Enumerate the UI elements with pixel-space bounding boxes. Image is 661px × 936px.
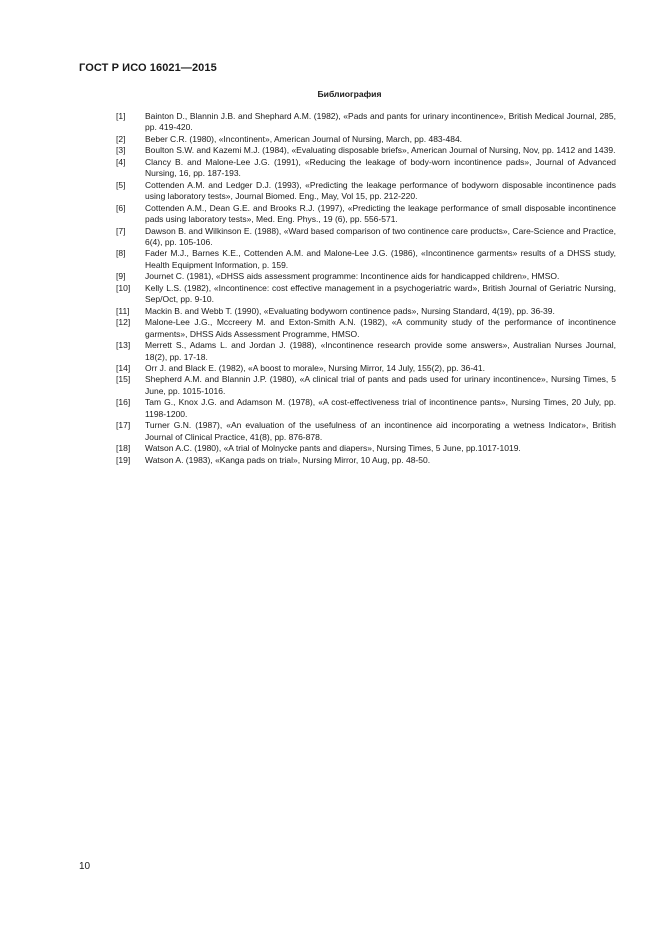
- reference-number: [12]: [116, 317, 131, 328]
- reference-text: Bainton D., Blannin J.B. and Shephard A.M. (1982), «Pads and pants for urinary incontinence», British Medical Journal, 285, pp. 419-420.: [145, 111, 616, 133]
- reference-text: Cottenden A.M., Dean G.E. and Brooks R.J. (1997), «Predicting the leakage performance of small disposable incontinence pads using laboratory tests», Med. Eng. Phys., 19 (6), pp. 556-571.: [145, 202, 616, 225]
- reference-number: [17]: [116, 420, 131, 431]
- reference-number: [15]: [116, 374, 131, 385]
- reference-number: [2]: [116, 133, 126, 144]
- bibliography-item: [116, 145, 616, 156]
- bibliography-item: [116, 271, 616, 282]
- reference-text: Watson A. (1983), «Kanga pads on trial», Nursing Mirror, 10 Aug, pp. 48-50.: [145, 454, 431, 465]
- reference-number: [18]: [116, 443, 131, 454]
- reference-number: [5]: [116, 179, 126, 190]
- bibliography-list: [116, 111, 616, 466]
- reference-text: Mackin B. and Webb T. (1990), «Evaluating bodyworn continence pads», Nursing Standard, 4(19), pp. 36-39.: [145, 305, 555, 316]
- bibliography-item: [116, 248, 616, 271]
- reference-number: [3]: [116, 145, 126, 156]
- reference-number: [9]: [116, 271, 126, 282]
- bibliography-item: [116, 134, 616, 145]
- bibliography-item: [116, 180, 616, 203]
- bibliography-item: [116, 397, 616, 420]
- reference-text: Beber C.R. (1980), «Incontinent», American Journal of Nursing, March, pp. 483-484.: [145, 133, 463, 144]
- reference-text: Watson A.C. (1980), «A trial of Molnycke pants and diapers», Nursing Times, 5 June, pp.1017-1019.: [145, 443, 521, 454]
- reference-number: [19]: [116, 454, 131, 465]
- bibliography-item: [116, 420, 616, 443]
- bibliography-item: [116, 157, 616, 180]
- bibliography-title: Библиография: [317, 89, 382, 99]
- reference-number: [16]: [116, 397, 131, 408]
- reference-text: Kelly L.S. (1982), «Incontinence: cost effective management in a psychogeriatric ward», British Journal of Geriatric Nursing, Sep/Oct, pp. 9-10.: [145, 282, 616, 305]
- reference-number: [11]: [116, 305, 130, 316]
- reference-number: [8]: [116, 248, 126, 259]
- reference-text: Cottenden A.M. and Ledger D.J. (1993), «Predicting the leakage performance of bodyworn disposable incontinence pads using laboratory tests», Journal Biomed. Eng., May, Vol 15, pp. 212-220.: [145, 179, 616, 202]
- bibliography-item: [116, 226, 616, 249]
- reference-text: Shepherd A.M. and Blannin J.P. (1980), «A clinical trial of pants and pads used for urinary incontinence», Nursing Times, 5 June, pp. 1015-1016.: [145, 374, 616, 396]
- reference-text: Orr J. and Black E. (1982), «A boost to morale», Nursing Mirror, 14 July, 155(2), pp. 36-41.: [145, 362, 485, 373]
- bibliography-item: [116, 317, 616, 340]
- reference-number: [14]: [116, 362, 131, 373]
- reference-number: [10]: [116, 282, 131, 293]
- bibliography-item: [116, 306, 616, 317]
- bibliography-item: [116, 111, 616, 134]
- reference-text: Turner G.N. (1987), «An evaluation of the usefulness of an incontinence aid incorporating a wetness Indicator», British Journal of Clinical Practice, 41(8), pp. 876-878.: [145, 420, 616, 442]
- bibliography-item: [116, 374, 616, 397]
- document-header: ГОСТ Р ИСО 16021—2015: [79, 62, 217, 74]
- reference-text: Clancy B. and Malone-Lee J.G. (1991), «Reducing the leakage of body-worn incontinence pads», Journal of Advanced Nursing, 16, pp. 187-193.: [145, 156, 616, 179]
- reference-number: [6]: [116, 202, 126, 213]
- bibliography-item: [116, 363, 616, 374]
- reference-text: Journet C. (1981), «DHSS aids assessment programme: Incontinence aids for handicapped children», HMSO.: [145, 271, 560, 282]
- bibliography-item: [116, 455, 616, 466]
- reference-number: [1]: [116, 111, 126, 121]
- bibliography-item: [116, 340, 616, 363]
- reference-text: Tam G., Knox J.G. and Adamson M. (1978), «A cost-effectiveness trial of incontinence pants», Nursing Times, 20 July, pp. 1198-1200.: [145, 397, 616, 419]
- page-number: 10: [79, 861, 91, 872]
- reference-number: [13]: [116, 340, 131, 351]
- bibliography-item: [116, 443, 616, 454]
- reference-number: [7]: [116, 225, 126, 236]
- bibliography-item: [116, 283, 616, 306]
- reference-text: Boulton S.W. and Kazemi M.J. (1984), «Evaluating disposable briefs», American Journal of Nursing, Nov, pp. 1412 and 1439.: [145, 145, 616, 156]
- reference-text: Dawson B. and Wilkinson E. (1988), «Ward based comparison of two continence care products», Care-Science and Practice, 6(4), pp. 105-106.: [145, 225, 616, 247]
- reference-text: Malone-Lee J.G., Mccreery M. and Exton-Smith A.N. (1982), «A community study of the performance of incontinence garments», DHSS Aids Assessment Programme, HMSO.: [145, 317, 616, 339]
- reference-text: Merrett S., Adams L. and Jordan J. (1988), «Incontinence research provide some answers», Australian Nurses Journal, 18(2), pp. 17-18.: [145, 340, 616, 362]
- reference-text: Fader M.J., Barnes K.E., Cottenden A.M. and Malone-Lee J.G. (1986), «Incontinence garments» results of a DHSS study, Health Equipment Information, p. 159.: [145, 248, 616, 270]
- reference-number: [4]: [116, 156, 126, 167]
- bibliography-item: [116, 203, 616, 226]
